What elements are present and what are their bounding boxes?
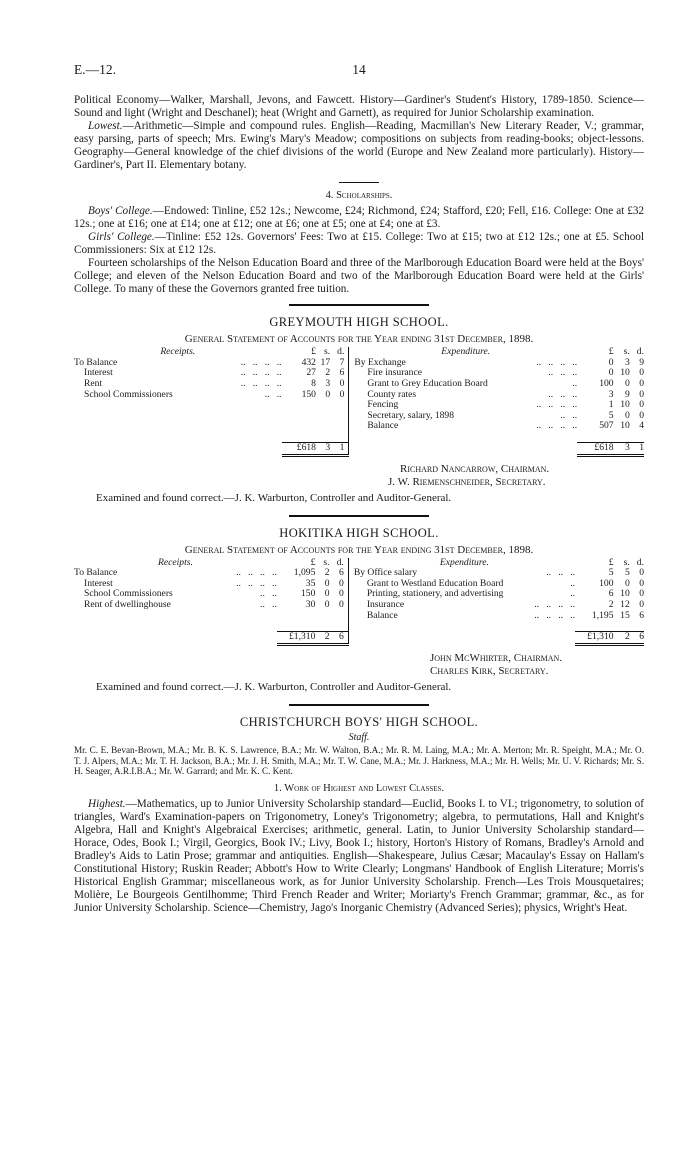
section-divider bbox=[339, 182, 379, 183]
leader-dots: .. .. .. .. bbox=[236, 567, 277, 579]
expenditure-name: Grant to Grey Education Board bbox=[367, 378, 488, 389]
greymouth-total-receipts-s: 3 bbox=[316, 443, 330, 456]
receipts-heading: Receipts. bbox=[160, 346, 196, 358]
account-row bbox=[74, 568, 644, 579]
receipt-pounds: 27 bbox=[306, 367, 316, 379]
expenditure-pence: 6 bbox=[639, 609, 644, 621]
pound-col: £ bbox=[608, 556, 614, 568]
expenditure-name: Balance bbox=[366, 609, 398, 621]
hokitika-total-expenditure-l: £1,310 bbox=[575, 632, 614, 645]
receipt-pounds: 8 bbox=[311, 378, 316, 389]
expenditure-name: Fire insurance bbox=[367, 367, 422, 379]
expenditure-pence: 0 bbox=[639, 599, 644, 611]
receipt-pounds: 150 bbox=[300, 588, 316, 600]
leader-dots: .. .. .. .. bbox=[536, 356, 578, 368]
leader-dots: .. .. .. .. bbox=[534, 609, 575, 621]
document-reference: E.—12. bbox=[74, 62, 116, 77]
expenditure-pence: 4 bbox=[639, 420, 644, 432]
pence-col: d. bbox=[330, 558, 349, 569]
expenditure-name: Printing, stationery, and advertising bbox=[366, 588, 504, 600]
receipt-name: Rent bbox=[84, 378, 103, 389]
expenditure-shillings: 0 bbox=[624, 577, 630, 589]
page-header bbox=[74, 62, 644, 82]
hokitika-total-receipts-l: £1,310 bbox=[277, 632, 316, 645]
expenditure-name: Insurance bbox=[366, 599, 405, 611]
leader-dots: .. .. bbox=[260, 599, 277, 611]
expenditure-label bbox=[348, 611, 575, 622]
leader-dots: .. .. .. .. bbox=[536, 420, 578, 432]
leader-dots: .. .. .. .. bbox=[536, 399, 578, 411]
pound-col: £ bbox=[311, 346, 316, 358]
empty-cell bbox=[277, 611, 316, 622]
leader-dots: .. .. .. bbox=[548, 367, 578, 379]
expenditure-heading: Expenditure. bbox=[439, 556, 489, 568]
empty-cell bbox=[74, 421, 282, 432]
receipt-shillings: 2 bbox=[325, 367, 331, 379]
expenditure-name: Grant to Westland Education Board bbox=[366, 577, 504, 589]
expenditure-pounds: 2 bbox=[608, 599, 614, 611]
empty-cell bbox=[330, 411, 349, 422]
expenditure-name: Fencing bbox=[367, 399, 399, 411]
receipt-shillings: 0 bbox=[324, 588, 330, 600]
expenditure-pounds: 5 bbox=[608, 567, 614, 579]
expenditure-pence: 0 bbox=[639, 399, 644, 411]
leader-dots: .. .. bbox=[260, 588, 277, 600]
expenditure-shillings: 15 bbox=[620, 609, 630, 621]
lowest-text: —Arithmetic—Simple and compound rules. English—Reading, Macmillan's New Literary Reader, V.; grammar, easy parsing, parts of speech; Mrs. Ewing's Mary's Meadow; compositions on subjects from reading-books; object-lessons. Geography—General knowledge of the chief divisions of the world (Europe and New Zealand more particularly). History—Gardiner's, Part II. Elementary botany. bbox=[74, 120, 644, 172]
shilling-col: s. bbox=[324, 346, 331, 358]
receipt-pence: 6 bbox=[330, 568, 349, 579]
hokitika-total-receipts-s: 2 bbox=[315, 632, 329, 645]
leader-dots: .. .. .. bbox=[548, 388, 578, 400]
leader-dots: .. bbox=[572, 378, 578, 389]
expenditure-pence: 0 bbox=[639, 577, 644, 589]
empty-cell bbox=[315, 611, 329, 622]
pence-col: d. bbox=[330, 347, 349, 358]
empty-cell bbox=[330, 400, 349, 411]
receipt-pence: 0 bbox=[330, 379, 349, 390]
expenditure-pence: 0 bbox=[639, 588, 644, 600]
greymouth-total-expenditure-l: £618 bbox=[577, 443, 613, 456]
receipt-pence: 6 bbox=[330, 368, 349, 379]
receipt-pence: 0 bbox=[330, 579, 349, 590]
hokitika-subtitle: General Statement of Accounts for the Year ending 31st December, 1898. bbox=[184, 543, 534, 556]
expenditure-name: By Office salary bbox=[353, 567, 418, 579]
empty-cell bbox=[282, 411, 316, 422]
greymouth-chairman: Richard Nancarrow, Chairman. bbox=[400, 462, 550, 475]
receipt-shillings: 0 bbox=[324, 577, 330, 589]
expenditure-shillings: 10 bbox=[620, 399, 630, 411]
receipt-shillings: 3 bbox=[325, 378, 331, 389]
boys-text: —Endowed: Tinline, £52 12s.; Newcome, £24; Richmond, £24; Stafford, £20; Fell, £16. College: One at £32 12s.; one at £16; one at £14; one at £12; one at £6; one at £5; one at £4; one at £3. bbox=[74, 204, 645, 230]
leader-dots: .. bbox=[570, 588, 575, 600]
leader-dots: .. bbox=[570, 577, 575, 589]
empty-cell bbox=[330, 421, 349, 432]
expenditure-pounds: 100 bbox=[599, 378, 614, 389]
hokitika-title: HOKITIKA HIGH SCHOOL. bbox=[279, 525, 439, 540]
greymouth-total-expenditure-d: 1 bbox=[630, 443, 644, 456]
greymouth-total-receipts-l: £618 bbox=[282, 443, 316, 456]
receipt-name: Interest bbox=[84, 577, 113, 589]
expenditure-shillings: 10 bbox=[620, 588, 630, 600]
shilling-col: s. bbox=[623, 346, 630, 358]
receipt-pence: 0 bbox=[330, 589, 349, 600]
girls-scholarships bbox=[74, 231, 644, 257]
receipt-pounds: 35 bbox=[305, 577, 316, 589]
boys-scholarships bbox=[74, 205, 644, 231]
receipt-pounds: 30 bbox=[305, 599, 316, 611]
receipt-shillings: 2 bbox=[324, 567, 330, 579]
christchurch-title: CHRISTCHURCH BOYS' HIGH SCHOOL. bbox=[239, 714, 479, 729]
expenditure-shillings: 0 bbox=[624, 378, 630, 389]
greymouth-subtitle: General Statement of Accounts for the Year ending 31st December, 1898. bbox=[184, 333, 534, 346]
empty-cell bbox=[74, 611, 277, 622]
expenditure-shillings: 9 bbox=[624, 388, 630, 400]
pound-col: £ bbox=[608, 346, 614, 358]
intro-paragraph: Political Economy—Walker, Marshall, Jevons, and Fawcett. History—Gardiner's Student's History, 1789-1850. Science—Sound and light (Wright and Deschanel); heat (Wright and Garnett), as required for Junior Scholarship examination. bbox=[74, 94, 644, 120]
greymouth-rule bbox=[289, 304, 429, 306]
expenditure-pence: 9 bbox=[639, 356, 644, 368]
expenditure-shillings: 12 bbox=[620, 599, 630, 611]
hokitika-table bbox=[74, 558, 644, 646]
expenditure-pounds: 1,195 bbox=[591, 609, 614, 621]
boys-label: Boys' College. bbox=[88, 204, 153, 217]
account-row bbox=[74, 421, 644, 432]
lowest-label: Lowest. bbox=[88, 120, 123, 133]
pence-col: d. bbox=[636, 556, 644, 568]
empty-cell bbox=[282, 400, 316, 411]
expenditure-shillings: 10 bbox=[620, 420, 630, 432]
expenditure-pounds: 507 bbox=[599, 420, 614, 432]
expenditure-pounds: 0 bbox=[608, 356, 614, 368]
empty-cell bbox=[316, 411, 330, 422]
hokitika-examined: Examined and found correct.—J. K. Warburton, Controller and Auditor-General. bbox=[96, 680, 452, 693]
staff-list: Mr. C. E. Bevan-Brown, M.A.; Mr. B. K. S. Lawrence, B.A.; Mr. W. Walton, B.A.; Mr. R. M. Laing, M.A.; Mr. A. Merton; Mr. R. Speight, M.A.; Mr. O. T. J. Alpers, M.A.; Mr. T. H. Jackson, B.A.; Mr. J. H. Smith, M.A.; Mr. T. W. Cane, M.A.; Mr. J. Harkness, M.A.; Mr. H. Wells; Mr. U. V. Richards; Mr. S. H. Seager, A.R.I.B.A.; Mr. W. Garrard; and Mr. K. C. Kent. bbox=[74, 744, 644, 777]
expenditure-pence: 0 bbox=[639, 388, 644, 400]
account-row bbox=[74, 611, 644, 622]
page-body bbox=[74, 94, 644, 916]
shilling-col: s. bbox=[323, 556, 330, 568]
receipt-name: To Balance bbox=[74, 356, 118, 368]
receipt-shillings: 0 bbox=[325, 388, 331, 400]
greymouth-total-receipts-d: 1 bbox=[330, 443, 349, 456]
receipt-pounds: 150 bbox=[301, 388, 316, 400]
leader-dots: .. .. .. .. bbox=[240, 378, 282, 389]
expenditure-name: County rates bbox=[367, 388, 417, 400]
christchurch-rule bbox=[289, 704, 429, 706]
expenditure-pounds: 3 bbox=[608, 388, 614, 400]
expenditure-name: Balance bbox=[367, 420, 399, 432]
hokitika-account bbox=[74, 558, 644, 646]
receipts-heading: Receipts. bbox=[157, 556, 193, 568]
expenditure-shillings: 3 bbox=[624, 356, 630, 368]
shilling-col: s. bbox=[623, 556, 630, 568]
leader-dots: .. .. .. .. bbox=[240, 356, 282, 368]
hokitika-total-receipts-d: 6 bbox=[330, 632, 349, 645]
leader-dots: .. .. .. .. bbox=[534, 599, 575, 611]
expenditure-heading: Expenditure. bbox=[441, 346, 491, 358]
expenditure-shillings: 0 bbox=[624, 409, 630, 421]
expenditure-shillings: 10 bbox=[620, 367, 630, 379]
empty-cell bbox=[316, 400, 330, 411]
expenditure-pence: 0 bbox=[639, 409, 644, 421]
expenditure-name: Secretary, salary, 1898 bbox=[367, 409, 455, 421]
expenditure-pounds: 100 bbox=[599, 577, 614, 589]
staff-heading: Staff. bbox=[348, 731, 370, 743]
pence-col: d. bbox=[636, 346, 644, 358]
hokitika-total-expenditure-s: 2 bbox=[614, 632, 630, 645]
hokitika-total-expenditure-d: 6 bbox=[630, 632, 644, 645]
girls-text: —Tinline: £52 12s. Governors' Fees: Two at £15. College: Two at £15; two at £12 12s.; one at £5. School Commissioners: Six at £12 12s. bbox=[74, 230, 644, 256]
leader-dots: .. .. .. .. bbox=[236, 577, 277, 589]
receipt-label bbox=[74, 390, 282, 401]
expenditure-pounds: 6 bbox=[608, 588, 614, 600]
receipt-pence: 0 bbox=[330, 600, 349, 611]
empty-cell bbox=[316, 421, 330, 432]
receipt-pence: 7 bbox=[330, 358, 349, 369]
leader-dots: .. .. bbox=[264, 388, 282, 400]
hokitika-chairman: John McWhirter, Chairman. bbox=[430, 651, 563, 664]
expenditure-pence: 0 bbox=[639, 567, 644, 579]
receipt-shillings: 17 bbox=[320, 356, 331, 368]
empty-cell bbox=[282, 421, 316, 432]
pound-col: £ bbox=[310, 556, 316, 568]
empty-cell bbox=[74, 411, 282, 422]
highest-paragraph bbox=[74, 798, 644, 916]
greymouth-examined: Examined and found correct.—J. K. Warburton, Controller and Auditor-General. bbox=[96, 491, 452, 504]
expenditure-pounds: 0 bbox=[608, 367, 614, 379]
expenditure-label bbox=[349, 421, 577, 432]
expenditure-pence: 0 bbox=[639, 378, 644, 389]
leader-dots: .. .. .. .. bbox=[240, 367, 282, 379]
greymouth-table bbox=[74, 347, 644, 456]
receipt-pence: 0 bbox=[330, 390, 349, 401]
lowest-paragraph bbox=[74, 120, 644, 172]
expenditure-name: By Exchange bbox=[354, 356, 406, 368]
expenditure-pounds: 1 bbox=[608, 399, 614, 411]
receipt-name: School Commissioners bbox=[84, 388, 173, 400]
leader-dots: .. .. bbox=[560, 409, 578, 421]
hokitika-secretary: Charles Kirk, Secretary. bbox=[430, 664, 549, 677]
receipt-shillings: 0 bbox=[324, 599, 330, 611]
page-number: 14 bbox=[352, 62, 366, 77]
expenditure-shillings: 5 bbox=[624, 567, 630, 579]
greymouth-title: GREYMOUTH HIGH SCHOOL. bbox=[269, 315, 449, 330]
receipt-label bbox=[74, 600, 277, 611]
highest-text: —Mathematics, up to Junior University Scholarship standard—Euclid, Books I. to VI.; trigonometry, to solution of triangles, Ward's Examination-papers on Trigonometry, Loney's Trigonometry; algebra, to permutations, Hall and Knight's Algebra, Hall and Knight's Algebraical Exercises; arithmetic, general. Latin, to Junior University Scholarship standard—Horace, Odes, Book I.; Virgil, Georgics, Book IV.; Livy, Book I.; history, Horton's History of Romans, Bradley's Arnold and Bradley's Aids to Latin Prose; grammar and antiquities. English—Shakespeare, Julius Cæsar; Macaulay's Essay on Hallam's Constitutional History; Ruskin Reader; Abbott's How to Write Clearly; Longmans' Handbook of English Literature; Morris's Historical English Grammar; miscellaneous work, as for Junior University Scholarship. French—Les Trois Mousquetaires; Molière, Le Bourgeois Gentilhomme; Third French Reader and Writer; Moriarty's French Grammar; grammar, &c., as for Junior University Scholarship. Science—Chemistry, Jago's Inorganic Chemistry (Advanced Series); physics, Wright's Heat. bbox=[74, 797, 644, 915]
receipt-name: Rent of dwellinghouse bbox=[84, 599, 171, 611]
greymouth-total-expenditure-s: 3 bbox=[614, 443, 630, 456]
empty-cell bbox=[330, 611, 349, 622]
leader-dots: .. .. .. bbox=[546, 567, 575, 579]
empty-cell bbox=[74, 400, 282, 411]
hokitika-rule bbox=[289, 515, 429, 517]
girls-label: Girls' College. bbox=[88, 230, 155, 243]
receipt-pounds: 432 bbox=[301, 356, 316, 368]
expenditure-pounds: 5 bbox=[608, 409, 614, 421]
greymouth-secretary: J. W. Riemenschneider, Secretary. bbox=[388, 475, 546, 488]
receipt-name: Interest bbox=[84, 367, 113, 379]
account-row bbox=[74, 400, 644, 411]
receipt-name: School Commissioners bbox=[84, 588, 173, 600]
scholarships-heading: 4. Scholarships. bbox=[325, 189, 393, 201]
greymouth-account bbox=[74, 347, 644, 456]
receipt-pounds: 1,095 bbox=[293, 567, 316, 579]
receipt-name: To Balance bbox=[74, 567, 118, 579]
classes-heading: 1. Work of Highest and Lowest Classes. bbox=[273, 782, 445, 794]
scholarships-note: Fourteen scholarships of the Nelson Education Board and three of the Marlborough Education Board were held at the Boys' College; and eleven of the Nelson Education Board and two of the Marlborough Education Board were held at the Girls' College. To many of these the Governors granted free tuition. bbox=[74, 256, 644, 296]
expenditure-pence: 0 bbox=[639, 367, 644, 379]
highest-label: Highest. bbox=[88, 797, 126, 810]
account-row bbox=[74, 368, 644, 379]
